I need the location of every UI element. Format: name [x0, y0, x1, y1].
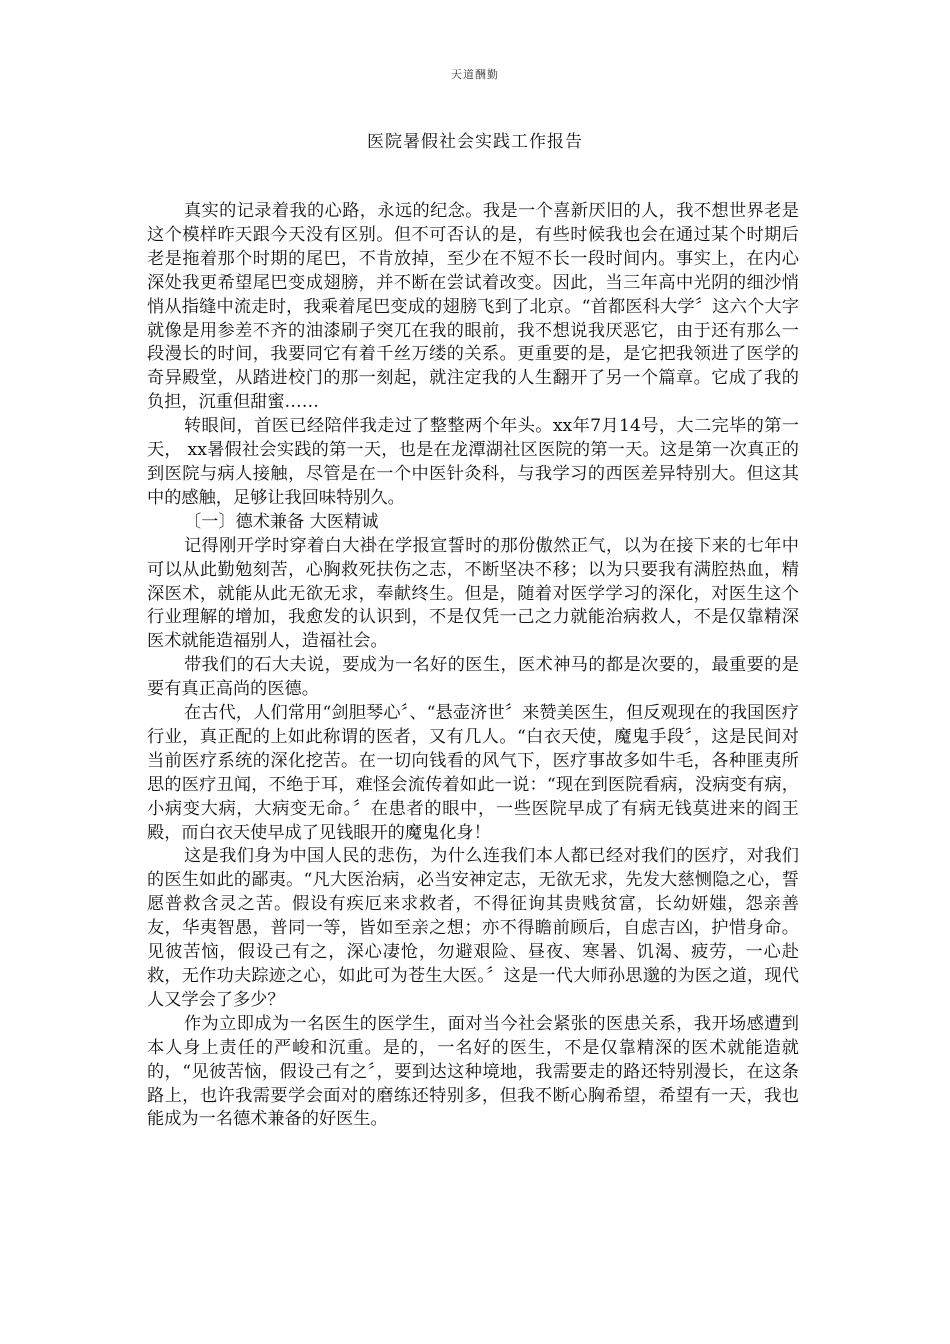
section-heading: 〔一〕德术兼备 大医精诚	[183, 511, 379, 532]
paragraph: 真实的记录着我的心路，永远的纪念。我是一个喜新厌旧的人，我不想世界老是这个模样昨天跟今天没有区别。但不可否认的是，有些时候我也会在通过某个时期后老是拖着那个时期的尾巴，不肯放掉，至少在不短不长一段时间内。事实上，在内心深处我更希望尾巴变成翅膀，并不断在尝试着改变。因此，当三年高中光阴的细沙悄悄从指缝中流走时，我乘着尾巴变成的翅膀飞到了北京。“首都医科大学〞这六个大字就像是用参差不齐的油漆刷子突兀在我的眼前，我不想说我厌恶它，由于还有那么一段漫长的时间，我要同它有着千丝万缕的关系。更重要的是，是它把我领进了医学的奇异殿堂，从踏进校门的那一刻起，就注定我的人生翻开了另一个篇章。它成了我的负担，沉重但甜蜜……	[147, 201, 799, 413]
paragraph: 记得刚开学时穿着白大褂在学报宣誓时的那份傲然正气，以为在接下来的七年中可以从此勤勉刻苦，心胸救死扶伤之志，不断坚决不移；以为只要我有满腔热血，精深医术，就能从此无欲无求，奉献终生。但是，随着对医学学习的深化，对医生这个行业理解的增加，我愈发的认识到，不是仅凭一己之力就能治病救人，不是仅靠精深医术就能造福别人，造福社会。	[147, 535, 799, 652]
header-note: 天道酬勤	[451, 68, 499, 81]
paragraph: 带我们的石大夫说，要成为一名好的医生，医术神马的都是次要的，最重要的是要有真正高尚的医德。	[147, 655, 799, 700]
paragraph: 转眼间，首医已经陪伴我走过了整整两个年头。xx年7月14号，大二完毕的第一天， xx暑假社会实践的第一天，也是在龙潭湖社区医院的第一天。这是第一次真正的到医院与病人接触，尽管是在一个中医针灸科，与我学习的西医差异特别大。但这其中的感触，足够让我回味特别久。	[147, 416, 799, 508]
paragraph: 作为立即成为一名医生的医学生，面对当今社会紧张的医患关系，我开场感遭到本人身上责任的严峻和沉重。是的，一名好的医生，不是仅靠精深的医术就能造就的，“见彼苦恼，假设己有之〞，要到达这种境地，我需要走的路还特别漫长，在这条路上，也许我需要学会面对的磨练还特别多，但我不断心胸希望，希望有一天，我也能成为一名德术兼备的好医生。	[147, 1013, 799, 1130]
paragraph: 这是我们身为中国人民的悲伤，为什么连我们本人都已经对我们的医疗，对我们的医生如此的鄙夷。“凡大医治病，必当安神定志，无欲无求，先发大慈恻隐之心，誓愿普救含灵之苦。假设有疾厄来求救者，不得征询其贵贱贫富，长幼妍媸，怨亲善友，华夷智愚，普同一等，皆如至亲之想；亦不得瞻前顾后，自虑吉凶，护惜身命。见彼苦恼，假设己有之，深心凄怆，勿避艰险、昼夜、寒暑、饥渴、疲劳，一心赴救，无作功夫踪迹之心，如此可为苍生大医。〞这是一代大师孙思邈的为医之道，现代人又学会了多少？	[147, 846, 799, 1010]
paragraph: 在古代，人们常用“剑胆琴心〞、“悬壶济世〞来赞美医生，但反观现在的我国医疗行业，真正配的上如此称谓的医者，又有几人。“白衣天使，魔鬼手段〞，这是民间对当前医疗系统的深化挖苦。在一切向钱看的风气下，医疗事故多如牛毛，各种匪夷所思的医疗丑闻，不绝于耳，难怪会流传着如此一说：“现在到医院看病，没病变有病，小病变大病，大病变无命。〞在患者的眼中，一些医院早成了有病无钱莫进来的阎王殿，而白衣天使早成了见钱眼开的魔鬼化身！	[147, 703, 799, 843]
document-body	[147, 200, 799, 1132]
document-title: 医院暑假社会实践工作报告	[367, 132, 583, 152]
